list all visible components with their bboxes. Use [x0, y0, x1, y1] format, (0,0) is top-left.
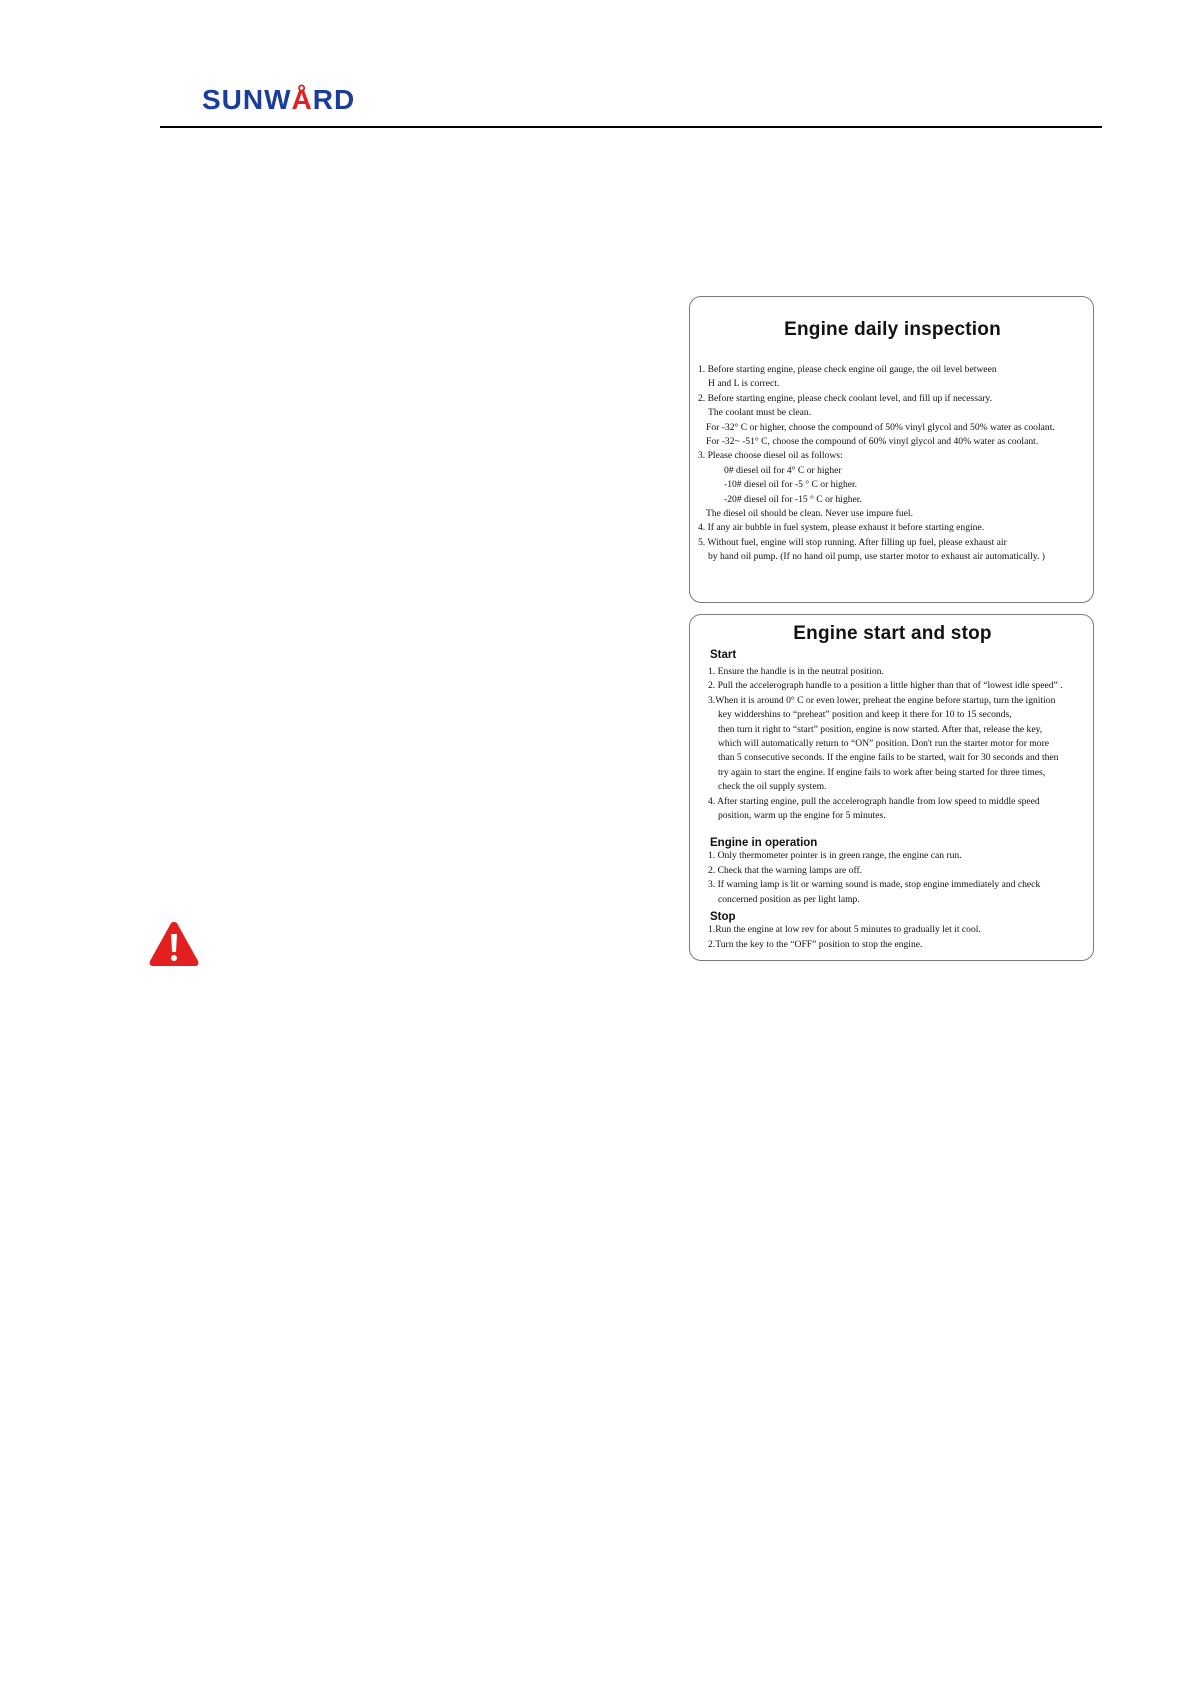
start-line: which will automatically return to “ON” position. Don't run the starter motor for more: [718, 738, 1050, 750]
stop-heading: Stop: [710, 911, 736, 924]
operation-line: 1. Only thermometer pointer is in green range, the engine can run.: [708, 850, 962, 862]
logo-text-part1: SUNW: [202, 84, 292, 115]
start-stop-title: Engine start and stop: [793, 623, 992, 644]
operation-line: 2. Check that the warning lamps are off.: [708, 864, 863, 876]
warning-triangle-icon: [148, 920, 200, 968]
operation-line: concerned position as per light lamp.: [718, 893, 860, 905]
logo-text-part2: RD: [312, 84, 356, 115]
start-line: 2. Pull the accelerograph handle to a position a little higher than that of “lowest idle speed” .: [708, 680, 1063, 692]
stop-line: 2.Turn the key to the “OFF” position to stop the engine.: [708, 938, 923, 950]
operation-heading: Engine in operation: [710, 837, 818, 850]
inspection-line: 4. If any air bubble in fuel system, please exhaust it before starting engine.: [698, 522, 985, 534]
start-line: 3.When it is around 0° C or even lower, preheat the engine before startup, turn the ignition: [708, 694, 1056, 706]
daily-inspection-card: [689, 296, 1094, 603]
header-divider: [160, 126, 1102, 128]
daily-inspection-title: Engine daily inspection: [784, 319, 1001, 340]
start-stop-card: [689, 614, 1094, 961]
inspection-line: The coolant must be clean.: [708, 407, 812, 419]
start-line: key widdershins to “preheat” position and keep it there for 10 to 15 seconds,: [718, 709, 1012, 721]
operation-line: 3. If warning lamp is lit or warning sound is made, stop engine immediately and check: [708, 879, 1041, 891]
start-line: 1. Ensure the handle is in the neutral position.: [708, 666, 884, 677]
inspection-line: -20# diesel oil for -15 ° C or higher.: [724, 493, 862, 505]
start-line: try again to start the engine. If engine fails to work after being started for three times,: [718, 766, 1046, 778]
inspection-line: 3. Please choose diesel oil as follows:: [698, 450, 843, 462]
inspection-line: 1. Before starting engine, please check engine oil gauge, the oil level between: [698, 364, 997, 375]
inspection-line: H and L is correct.: [708, 378, 780, 390]
inspection-line: 0# diesel oil for 4° C or higher: [724, 464, 842, 476]
start-heading: Start: [710, 649, 737, 661]
sunward-logo: [202, 84, 355, 116]
start-line: than 5 consecutive seconds. If the engine fails to be started, wait for 30 seconds and then: [718, 752, 1059, 764]
inspection-line: by hand oil pump. (If no hand oil pump, use starter motor to exhaust air automatically. ): [708, 551, 1045, 563]
start-line: check the oil supply system.: [718, 781, 827, 793]
inspection-line: For -32° C or higher, choose the compound of 50% vinyl glycol and 50% water as coolant.: [706, 421, 1055, 433]
start-line: 4. After starting engine, pull the accelerograph handle from low speed to middle speed: [708, 795, 1040, 807]
inspection-line: -10# diesel oil for -5 ° C or higher.: [724, 479, 858, 491]
start-line: then turn it right to “start” position, engine is now started. After that, release the key,: [718, 723, 1043, 735]
logo-text-accent: Å: [291, 84, 313, 115]
inspection-line: The diesel oil should be clean. Never use impure fuel.: [706, 508, 913, 520]
inspection-line: 5. Without fuel, engine will stop running. After filling up fuel, please exhaust air: [698, 536, 1007, 548]
inspection-line: 2. Before starting engine, please check coolant level, and fill up if necessary.: [698, 392, 993, 404]
start-line: position, warm up the engine for 5 minutes.: [718, 810, 886, 822]
stop-line: 1.Run the engine at low rev for about 5 minutes to gradually let it cool.: [708, 924, 981, 936]
inspection-line: For -32~ -51° C, choose the compound of 60% vinyl glycol and 40% water as coolant.: [706, 436, 1039, 448]
